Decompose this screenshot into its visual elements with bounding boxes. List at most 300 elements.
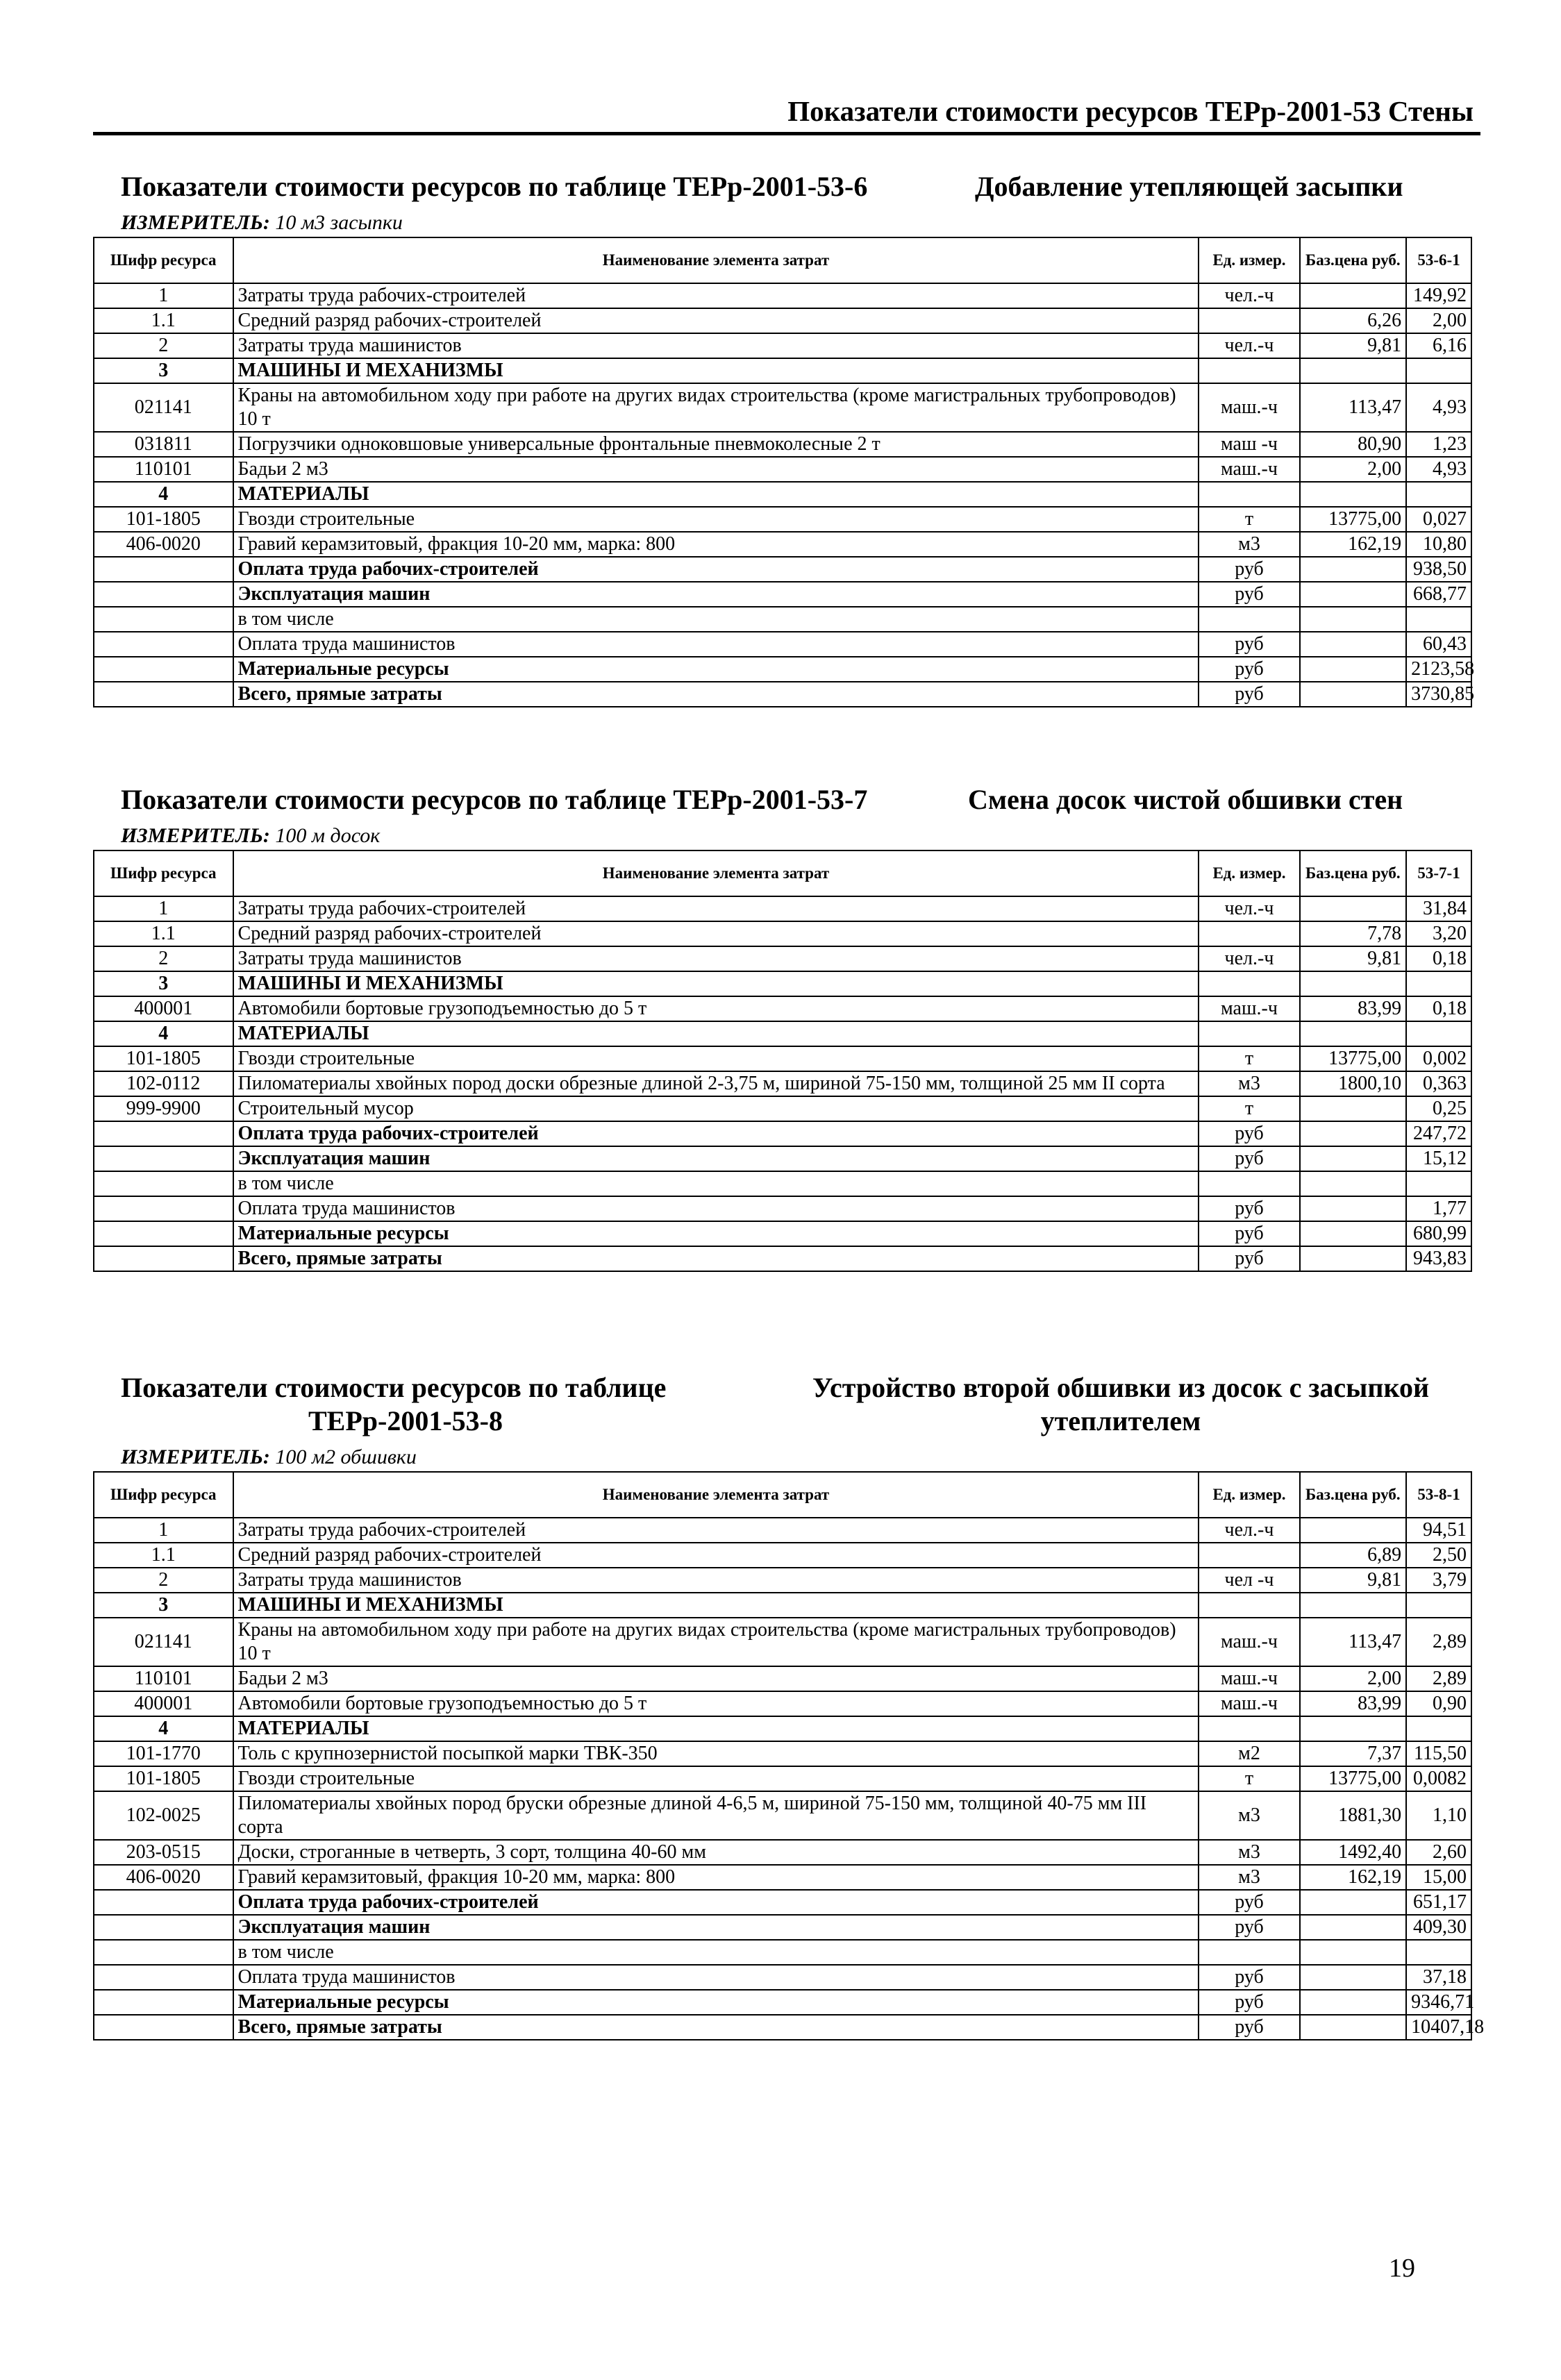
unit-cell: м3 <box>1199 1865 1299 1890</box>
unit-cell: маш.-ч <box>1199 1666 1299 1691</box>
price-cell <box>1300 1221 1407 1246</box>
price-cell: 162,19 <box>1300 1865 1407 1890</box>
value-cell <box>1406 358 1471 383</box>
price-cell: 9,81 <box>1300 1568 1407 1593</box>
code-cell <box>94 557 233 582</box>
value-cell: 1,77 <box>1406 1196 1471 1221</box>
value-cell <box>1406 971 1471 996</box>
price-cell: 7,37 <box>1300 1741 1407 1766</box>
unit-cell <box>1199 921 1299 946</box>
value-cell: 938,50 <box>1406 557 1471 582</box>
price-cell: 13775,00 <box>1300 507 1407 532</box>
summary-row <box>94 582 1471 607</box>
table-row <box>94 1766 1471 1791</box>
table-row <box>94 1046 1471 1071</box>
value-cell: 680,99 <box>1406 1221 1471 1246</box>
table-row <box>94 507 1471 532</box>
table-row <box>94 1666 1471 1691</box>
code-cell <box>94 582 233 607</box>
table-row <box>94 1940 1471 1965</box>
code-cell: 2 <box>94 1568 233 1593</box>
value-cell: 0,18 <box>1406 946 1471 971</box>
meter-line <box>121 209 1472 237</box>
meter-line <box>121 1443 1472 1471</box>
code-cell <box>94 607 233 632</box>
name-cell: Затраты труда машинистов <box>233 946 1199 971</box>
value-cell <box>1406 1940 1471 1965</box>
unit-cell: руб <box>1199 1890 1299 1915</box>
name-cell: Эксплуатация машин <box>233 1146 1199 1171</box>
meter-label: ИЗМЕРИТЕЛЬ: <box>121 211 270 234</box>
code-cell: 3 <box>94 1593 233 1618</box>
table-row <box>94 1568 1471 1593</box>
unit-cell: руб <box>1199 582 1299 607</box>
code-cell <box>94 1965 233 1990</box>
col-name-header: Наименование элемента затрат <box>233 1472 1199 1518</box>
unit-cell: руб <box>1199 1121 1299 1146</box>
unit-cell: чел.-ч <box>1199 1518 1299 1543</box>
name-cell: Погрузчики одноковшовые универсальные фронтальные пневмоколесные 2 т <box>233 432 1199 457</box>
unit-cell: т <box>1199 1096 1299 1121</box>
table-row <box>94 532 1471 557</box>
table-row <box>94 432 1471 457</box>
unit-cell: руб <box>1199 557 1299 582</box>
resource-table <box>93 237 1475 707</box>
section-title: Показатели стоимости ресурсов по таблице ТЕРр-2001-53-7 <box>121 784 868 815</box>
group-row <box>94 358 1471 383</box>
table-row <box>94 1965 1471 1990</box>
name-cell: Затраты труда рабочих-строителей <box>233 1518 1199 1543</box>
section-title: Показатели стоимости ресурсов по таблице ТЕРр-2001-53-6 <box>121 171 868 202</box>
value-cell: 3730,85 <box>1406 682 1471 707</box>
code-cell <box>94 1990 233 2015</box>
code-cell: 400001 <box>94 1691 233 1716</box>
unit-cell <box>1199 1543 1299 1568</box>
value-cell: 2,60 <box>1406 1840 1471 1865</box>
value-cell <box>1406 1021 1471 1046</box>
code-cell <box>94 1246 233 1271</box>
summary-row <box>94 2015 1471 2040</box>
code-cell: 101-1770 <box>94 1741 233 1766</box>
price-cell: 13775,00 <box>1300 1046 1407 1071</box>
name-cell: Оплата труда машинистов <box>233 1196 1199 1221</box>
unit-cell: м3 <box>1199 532 1299 557</box>
table-row <box>94 1196 1471 1221</box>
col-price-header: Баз.цена руб. <box>1300 850 1407 896</box>
col-price-header: Баз.цена руб. <box>1300 237 1407 283</box>
value-cell: 0,027 <box>1406 507 1471 532</box>
value-cell: 3,20 <box>1406 921 1471 946</box>
code-cell: 3 <box>94 971 233 996</box>
price-cell: 83,99 <box>1300 996 1407 1021</box>
name-cell: Оплата труда рабочих-строителей <box>233 1121 1199 1146</box>
name-cell: Краны на автомобильном ходу при работе на других видах строительства (кроме магистральных трубопроводов) 10 т <box>233 383 1199 432</box>
unit-cell: руб <box>1199 1990 1299 2015</box>
value-cell: 3,79 <box>1406 1568 1471 1593</box>
table-row <box>94 1071 1471 1096</box>
name-cell: Материальные ресурсы <box>233 1990 1199 2015</box>
price-cell <box>1300 2015 1407 2040</box>
code-cell <box>94 1171 233 1196</box>
value-cell: 2123,58 <box>1406 657 1471 682</box>
table-row <box>94 896 1471 921</box>
value-cell: 37,18 <box>1406 1965 1471 1990</box>
unit-cell: маш.-ч <box>1199 1691 1299 1716</box>
summary-row <box>94 1990 1471 2015</box>
price-cell: 80,90 <box>1300 432 1407 457</box>
name-cell: Средний разряд рабочих-строителей <box>233 1543 1199 1568</box>
summary-row <box>94 1146 1471 1171</box>
unit-cell: м3 <box>1199 1791 1299 1840</box>
name-cell: Затраты труда машинистов <box>233 333 1199 358</box>
code-cell: 2 <box>94 333 233 358</box>
value-cell: 0,25 <box>1406 1096 1471 1121</box>
unit-cell <box>1199 482 1299 507</box>
unit-cell: чел.-ч <box>1199 896 1299 921</box>
price-cell: 113,47 <box>1300 1618 1407 1666</box>
price-cell <box>1300 682 1407 707</box>
code-cell: 400001 <box>94 996 233 1021</box>
summary-row <box>94 557 1471 582</box>
code-cell: 4 <box>94 1021 233 1046</box>
value-cell: 651,17 <box>1406 1890 1471 1915</box>
table-row <box>94 632 1471 657</box>
code-cell <box>94 1915 233 1940</box>
value-cell: 0,363 <box>1406 1071 1471 1096</box>
table-row <box>94 1691 1471 1716</box>
unit-cell: руб <box>1199 1221 1299 1246</box>
code-cell <box>94 1121 233 1146</box>
code-cell <box>94 1146 233 1171</box>
group-row <box>94 482 1471 507</box>
value-cell: 2,89 <box>1406 1666 1471 1691</box>
name-cell: Гвозди строительные <box>233 507 1199 532</box>
table-row <box>94 1741 1471 1766</box>
name-cell: Оплата труда рабочих-строителей <box>233 557 1199 582</box>
summary-row <box>94 1890 1471 1915</box>
table-row <box>94 283 1471 308</box>
name-cell: Всего, прямые затраты <box>233 682 1199 707</box>
price-cell: 1492,40 <box>1300 1840 1407 1865</box>
unit-cell <box>1199 1021 1299 1046</box>
value-cell: 60,43 <box>1406 632 1471 657</box>
unit-cell: руб <box>1199 632 1299 657</box>
name-cell: Доски, строганные в четверть, 3 сорт, толщина 40-60 мм <box>233 1840 1199 1865</box>
section-53-6 <box>93 170 1475 707</box>
section-subtitle-line2: утеплителем <box>1040 1405 1201 1436</box>
section-subtitle <box>774 1371 1468 1438</box>
page-header <box>93 89 1480 135</box>
table-row <box>94 308 1471 333</box>
summary-row <box>94 1221 1471 1246</box>
unit-cell: маш.-ч <box>1199 996 1299 1021</box>
meter-label: ИЗМЕРИТЕЛЬ: <box>121 1445 270 1468</box>
value-cell: 115,50 <box>1406 1741 1471 1766</box>
value-cell: 15,12 <box>1406 1146 1471 1171</box>
code-cell: 3 <box>94 358 233 383</box>
col-name-header: Наименование элемента затрат <box>233 850 1199 896</box>
price-cell <box>1300 1518 1407 1543</box>
group-row <box>94 1593 1471 1618</box>
name-cell: Всего, прямые затраты <box>233 2015 1199 2040</box>
price-cell: 162,19 <box>1300 532 1407 557</box>
name-cell: МАТЕРИАЛЫ <box>233 1716 1199 1741</box>
meter-value: 100 м2 обшивки <box>275 1445 417 1468</box>
code-cell: 102-0112 <box>94 1071 233 1096</box>
col-code-header: Шифр ресурса <box>94 850 233 896</box>
unit-cell <box>1199 1940 1299 1965</box>
page-number: 19 <box>1389 2254 1415 2283</box>
name-cell: Средний разряд рабочих-строителей <box>233 308 1199 333</box>
section-title-line1: Показатели стоимости ресурсов по таблице <box>121 1372 667 1403</box>
col-id-header: 53-7-1 <box>1406 850 1471 896</box>
price-cell <box>1300 358 1407 383</box>
table-row <box>94 1096 1471 1121</box>
code-cell: 101-1805 <box>94 507 233 532</box>
value-cell: 2,50 <box>1406 1543 1471 1568</box>
unit-cell: чел -ч <box>1199 1568 1299 1593</box>
name-cell: МАШИНЫ И МЕХАНИЗМЫ <box>233 971 1199 996</box>
meter-value: 100 м досок <box>275 824 381 847</box>
price-cell: 13775,00 <box>1300 1766 1407 1791</box>
price-cell: 2,00 <box>1300 457 1407 482</box>
value-cell: 1,23 <box>1406 432 1471 457</box>
price-cell: 7,78 <box>1300 921 1407 946</box>
price-cell <box>1300 1096 1407 1121</box>
name-cell: МАШИНЫ И МЕХАНИЗМЫ <box>233 358 1199 383</box>
code-cell: 101-1805 <box>94 1766 233 1791</box>
section-header <box>93 1371 1472 1443</box>
name-cell: Затраты труда рабочих-строителей <box>233 283 1199 308</box>
code-cell: 4 <box>94 1716 233 1741</box>
unit-cell: чел.-ч <box>1199 283 1299 308</box>
code-cell: 110101 <box>94 457 233 482</box>
meter-line <box>121 822 1472 850</box>
name-cell: Краны на автомобильном ходу при работе на других видах строительства (кроме магистральных трубопроводов) 10 т <box>233 1618 1199 1666</box>
unit-cell <box>1199 1593 1299 1618</box>
name-cell: в том числе <box>233 1171 1199 1196</box>
value-cell: 0,18 <box>1406 996 1471 1021</box>
name-cell: Материальные ресурсы <box>233 657 1199 682</box>
price-cell <box>1300 632 1407 657</box>
value-cell: 6,16 <box>1406 333 1471 358</box>
value-cell: 15,00 <box>1406 1865 1471 1890</box>
table-row <box>94 1618 1471 1666</box>
code-cell <box>94 682 233 707</box>
price-cell: 1800,10 <box>1300 1071 1407 1096</box>
group-row <box>94 971 1471 996</box>
price-cell: 2,00 <box>1300 1666 1407 1691</box>
value-cell: 668,77 <box>1406 582 1471 607</box>
name-cell: Оплата труда машинистов <box>233 632 1199 657</box>
code-cell: 1.1 <box>94 1543 233 1568</box>
name-cell: Эксплуатация машин <box>233 582 1199 607</box>
value-cell: 0,90 <box>1406 1691 1471 1716</box>
name-cell: Оплата труда рабочих-строителей <box>233 1890 1199 1915</box>
section-53-7 <box>93 783 1472 1272</box>
col-id-header: 53-8-1 <box>1406 1472 1471 1518</box>
section-subtitle-line1: Устройство второй обшивки из досок с засыпкой <box>812 1372 1430 1403</box>
price-cell <box>1300 557 1407 582</box>
value-cell: 409,30 <box>1406 1915 1471 1940</box>
code-cell: 1 <box>94 283 233 308</box>
table-row <box>94 996 1471 1021</box>
unit-cell <box>1199 308 1299 333</box>
value-cell: 9346,71 <box>1406 1990 1471 2015</box>
col-name-header: Наименование элемента затрат <box>233 237 1199 283</box>
unit-cell: т <box>1199 507 1299 532</box>
value-cell <box>1406 482 1471 507</box>
table-row <box>94 921 1471 946</box>
price-cell: 6,89 <box>1300 1543 1407 1568</box>
section-subtitle: Смена досок чистой обшивки стен <box>968 784 1403 815</box>
col-unit-header: Ед. измер. <box>1199 237 1299 283</box>
col-price-header: Баз.цена руб. <box>1300 1472 1407 1518</box>
unit-cell: руб <box>1199 1146 1299 1171</box>
unit-cell: маш.-ч <box>1199 383 1299 432</box>
name-cell: в том числе <box>233 1940 1199 1965</box>
name-cell: Гравий керамзитовый, фракция 10-20 мм, марка: 800 <box>233 532 1199 557</box>
name-cell: Средний разряд рабочих-строителей <box>233 921 1199 946</box>
value-cell: 0,0082 <box>1406 1766 1471 1791</box>
value-cell: 0,002 <box>1406 1046 1471 1071</box>
value-cell <box>1406 607 1471 632</box>
unit-cell: м3 <box>1199 1071 1299 1096</box>
unit-cell: маш.-ч <box>1199 457 1299 482</box>
unit-cell: руб <box>1199 1246 1299 1271</box>
name-cell: МАТЕРИАЛЫ <box>233 482 1199 507</box>
code-cell: 406-0020 <box>94 1865 233 1890</box>
table-row <box>94 383 1471 432</box>
name-cell: в том числе <box>233 607 1199 632</box>
price-cell <box>1300 482 1407 507</box>
value-cell: 4,93 <box>1406 457 1471 482</box>
name-cell: Автомобили бортовые грузоподъемностью до 5 т <box>233 996 1199 1021</box>
meter-label: ИЗМЕРИТЕЛЬ: <box>121 824 270 847</box>
price-cell: 113,47 <box>1300 383 1407 432</box>
price-cell: 9,81 <box>1300 946 1407 971</box>
value-cell: 10,80 <box>1406 532 1471 557</box>
section-title <box>121 1371 666 1438</box>
price-cell <box>1300 1716 1407 1741</box>
name-cell: Толь с крупнозернистой посыпкой марки ТВК-350 <box>233 1741 1199 1766</box>
name-cell: Пиломатериалы хвойных пород доски обрезные длиной 2-3,75 м, шириной 75-150 мм, толщиной 25 мм II сорта <box>233 1071 1199 1096</box>
summary-row <box>94 657 1471 682</box>
name-cell: Затраты труда машинистов <box>233 1568 1199 1593</box>
unit-cell: т <box>1199 1046 1299 1071</box>
price-cell <box>1300 582 1407 607</box>
code-cell <box>94 1221 233 1246</box>
value-cell <box>1406 1716 1471 1741</box>
price-cell <box>1300 283 1407 308</box>
table-row <box>94 457 1471 482</box>
price-cell <box>1300 1246 1407 1271</box>
price-cell <box>1300 1121 1407 1146</box>
unit-cell: чел.-ч <box>1199 946 1299 971</box>
section-title-line2: ТЕРр-2001-53-8 <box>308 1405 503 1436</box>
value-cell: 10407,18 <box>1406 2015 1471 2040</box>
section-subtitle: Добавление утепляющей засыпки <box>975 171 1403 202</box>
table-row <box>94 1543 1471 1568</box>
unit-cell: руб <box>1199 1196 1299 1221</box>
name-cell: Гвозди строительные <box>233 1046 1199 1071</box>
unit-cell <box>1199 607 1299 632</box>
table-row <box>94 1865 1471 1890</box>
code-cell <box>94 1940 233 1965</box>
name-cell: Эксплуатация машин <box>233 1915 1199 1940</box>
table-row <box>94 1840 1471 1865</box>
price-cell <box>1300 1593 1407 1618</box>
price-cell: 9,81 <box>1300 333 1407 358</box>
unit-cell <box>1199 971 1299 996</box>
name-cell: Гравий керамзитовый, фракция 10-20 мм, марка: 800 <box>233 1865 1199 1890</box>
name-cell: Строительный мусор <box>233 1096 1199 1121</box>
unit-cell: м2 <box>1199 1741 1299 1766</box>
page-header-title: Показатели стоимости ресурсов ТЕРр-2001-53 Стены <box>787 95 1474 127</box>
code-cell <box>94 632 233 657</box>
price-cell <box>1300 1196 1407 1221</box>
unit-cell: руб <box>1199 682 1299 707</box>
price-cell: 1881,30 <box>1300 1791 1407 1840</box>
name-cell: Материальные ресурсы <box>233 1221 1199 1246</box>
unit-cell <box>1199 1171 1299 1196</box>
table-row <box>94 333 1471 358</box>
resource-table <box>93 850 1472 1272</box>
value-cell: 2,89 <box>1406 1618 1471 1666</box>
col-code-header: Шифр ресурса <box>94 237 233 283</box>
summary-row <box>94 682 1471 707</box>
value-cell: 94,51 <box>1406 1518 1471 1543</box>
value-cell: 4,93 <box>1406 383 1471 432</box>
price-cell <box>1300 657 1407 682</box>
unit-cell: руб <box>1199 657 1299 682</box>
value-cell <box>1406 1171 1471 1196</box>
value-cell: 1,10 <box>1406 1791 1471 1840</box>
code-cell: 101-1805 <box>94 1046 233 1071</box>
code-cell: 021141 <box>94 1618 233 1666</box>
price-cell <box>1300 1890 1407 1915</box>
value-cell: 31,84 <box>1406 896 1471 921</box>
name-cell: Бадьи 2 м3 <box>233 1666 1199 1691</box>
summary-row <box>94 1246 1471 1271</box>
name-cell: Затраты труда рабочих-строителей <box>233 896 1199 921</box>
col-unit-header: Ед. измер. <box>1199 850 1299 896</box>
unit-cell: руб <box>1199 2015 1299 2040</box>
meter-value: 10 м3 засыпки <box>275 211 403 234</box>
unit-cell: м3 <box>1199 1840 1299 1865</box>
code-cell <box>94 657 233 682</box>
price-cell <box>1300 1021 1407 1046</box>
resource-table <box>93 1471 1485 2040</box>
code-cell: 1 <box>94 1518 233 1543</box>
code-cell <box>94 1196 233 1221</box>
code-cell: 406-0020 <box>94 532 233 557</box>
table-row <box>94 1791 1471 1840</box>
group-row <box>94 1716 1471 1741</box>
value-cell: 247,72 <box>1406 1121 1471 1146</box>
summary-row <box>94 1121 1471 1146</box>
name-cell: МАШИНЫ И МЕХАНИЗМЫ <box>233 1593 1199 1618</box>
code-cell: 203-0515 <box>94 1840 233 1865</box>
price-cell: 6,26 <box>1300 308 1407 333</box>
code-cell: 1.1 <box>94 308 233 333</box>
code-cell: 4 <box>94 482 233 507</box>
unit-cell: маш.-ч <box>1199 1618 1299 1666</box>
price-cell <box>1300 1171 1407 1196</box>
name-cell: Бадьи 2 м3 <box>233 457 1199 482</box>
unit-cell <box>1199 358 1299 383</box>
unit-cell: т <box>1199 1766 1299 1791</box>
